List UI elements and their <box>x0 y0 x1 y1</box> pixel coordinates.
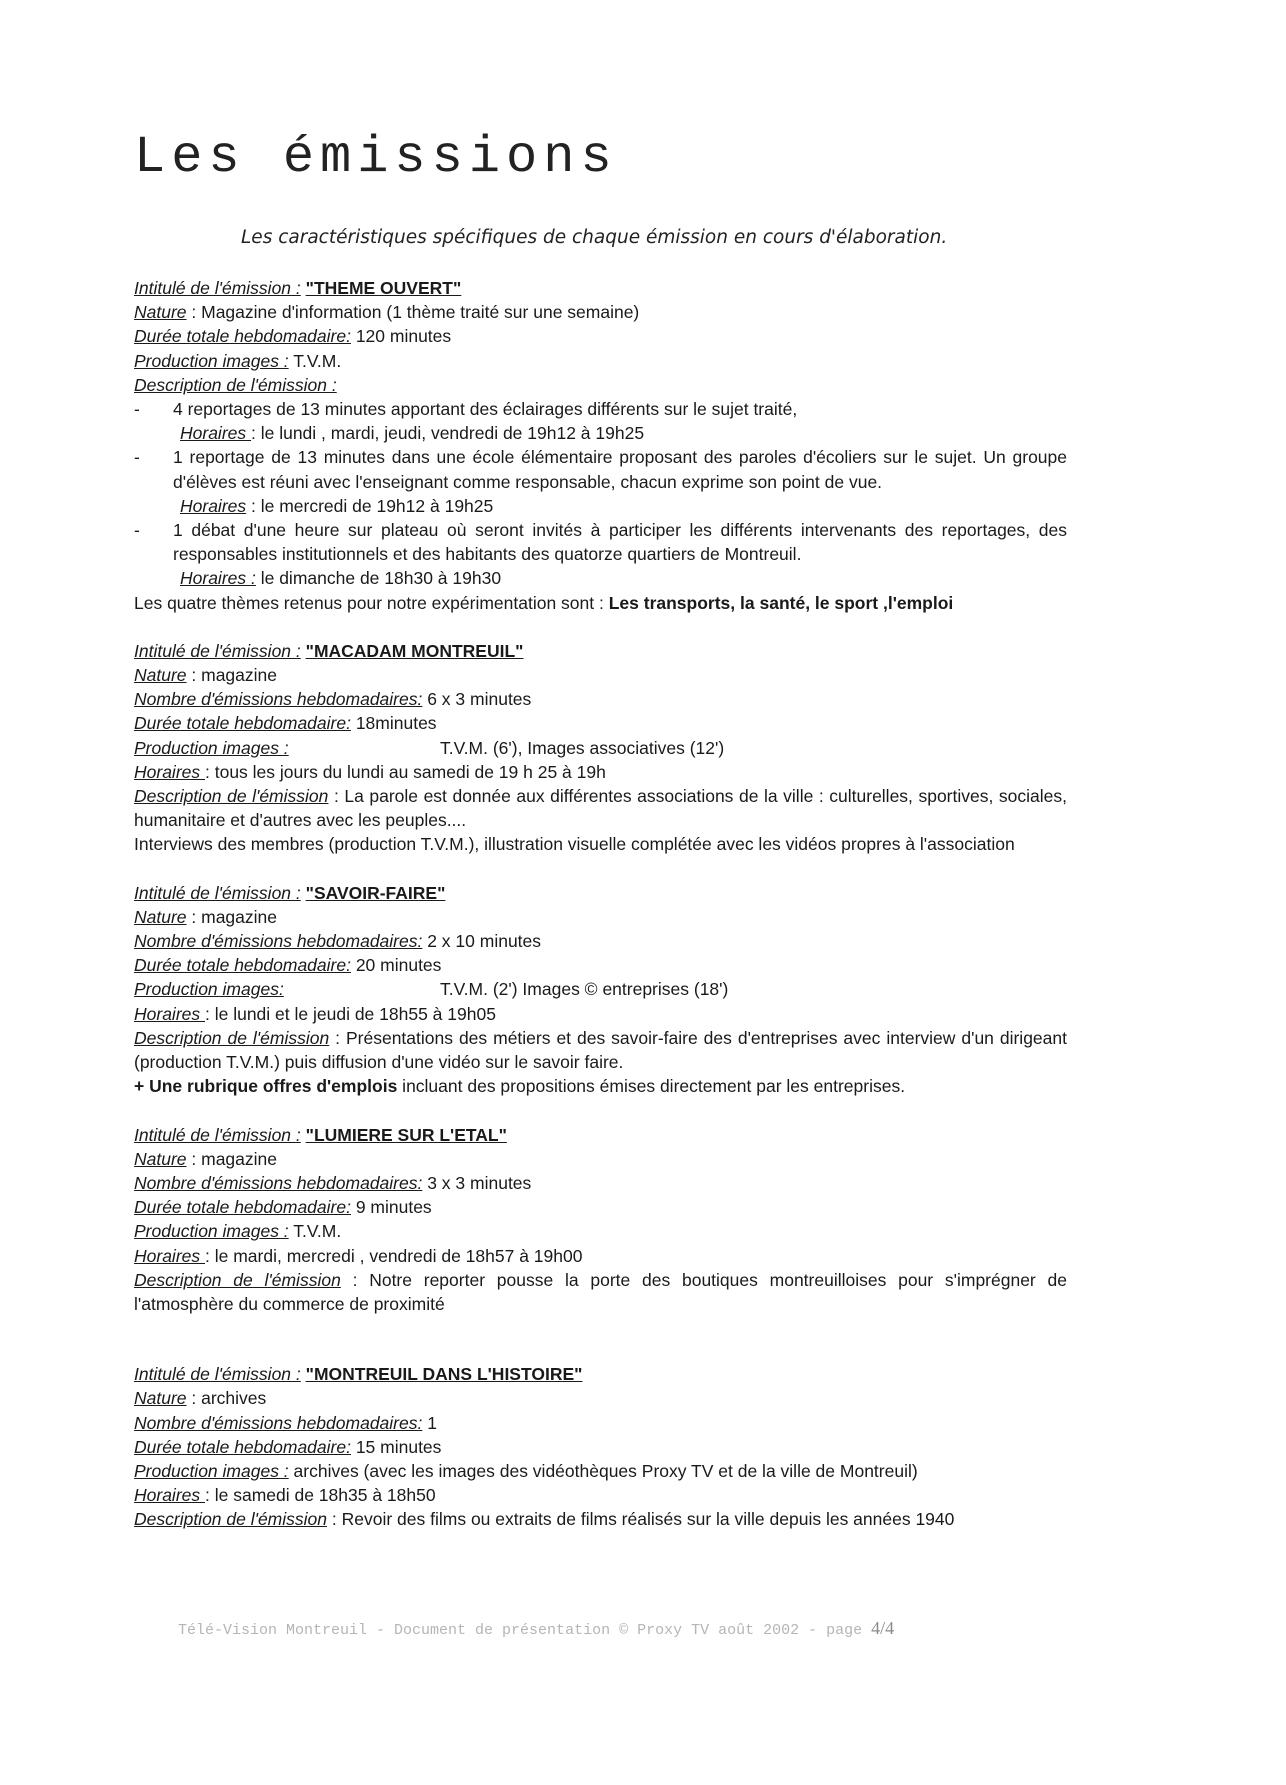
nombre-label: Nombre d'émissions hebdomadaires: <box>134 1172 423 1193</box>
description-value: : Revoir des films ou extraits de films réalisés sur la ville depuis les années 1940 <box>327 1509 955 1530</box>
nature-value: : magazine <box>186 906 277 927</box>
horaires-value: : le samedi de 18h35 à 18h50 <box>205 1485 436 1506</box>
intitule-label: Intitulé de l'émission : <box>134 882 301 903</box>
offres-bold: + Une rubrique offres d'emplois <box>134 1076 398 1097</box>
duree-value: 9 minutes <box>350 1197 432 1218</box>
production-value: archives (avec les images des vidéothèques Proxy TV et de la ville de Montreuil) <box>288 1460 918 1481</box>
nombre-label: Nombre d'émissions hebdomadaires: <box>134 689 423 710</box>
duree-label: Durée totale hebdomadaire: <box>134 713 351 734</box>
production-label: Production images : <box>134 1221 289 1242</box>
emission-name: "LUMIERE SUR L'ETAL" <box>305 1124 507 1145</box>
description-label: Description de l'émission : <box>134 374 337 395</box>
nombre-value: 3 x 3 minutes <box>422 1172 532 1193</box>
duree-label: Durée totale hebdomadaire: <box>134 1197 351 1218</box>
production-label: Production images : <box>134 350 289 371</box>
nature-label: Nature <box>134 665 187 686</box>
horaires-value: : tous les jours du lundi au samedi de 19 h 25 à 19h <box>205 761 606 782</box>
emission-name: "MACADAM MONTREUIL" <box>305 640 524 661</box>
bullet-item: - 4 reportages de 13 minutes apportant des éclairages différents sur le sujet traité, <box>134 399 798 420</box>
nature-value: : Magazine d'information (1 thème traité sur une semaine) <box>186 302 640 323</box>
emission-name: "SAVOIR-FAIRE" <box>305 882 446 903</box>
production-label: Production images : <box>134 737 289 758</box>
nature-value: : magazine <box>186 1148 277 1169</box>
intitule-label: Intitulé de l'émission : <box>134 1364 301 1385</box>
bullet-text: 1 reportage de 13 minutes dans une école élémentaire proposant des paroles d'écoliers sur le sujet. Un groupe d'élèves est réuni avec l'enseignant comme responsable, chacun exprime son point de vue. <box>173 447 1067 492</box>
emission-montreuil-dans-lhistoire <box>134 1362 1067 1531</box>
description-value: : Notre reporter pousse la porte des boutiques montreuilloises pour s'imprégner de l'atmosphère du commerce de proximité <box>134 1269 1067 1314</box>
intitule-label: Intitulé de l'émission : <box>134 278 301 298</box>
emission-savoir-faire <box>134 881 1067 1099</box>
description-extra: Interviews des membres (production T.V.M.), illustration visuelle complétée avec les vidéos propres à l'association <box>134 834 1015 855</box>
description-value: : La parole est donnée aux différentes associations de la ville : culturelles, sportives, sociales, humanitaire et d'autres avec les peuples.... <box>134 786 1067 831</box>
duree-value: 120 minutes <box>350 326 452 347</box>
nature-label: Nature <box>134 302 187 323</box>
duree-value: 15 minutes <box>350 1436 442 1457</box>
duree-label: Durée totale hebdomadaire: <box>134 326 351 347</box>
horaires-value: : le mercredi de 19h12 à 19h25 <box>246 495 494 516</box>
horaires-value: : le lundi , mardi, jeudi, vendredi de 19h12 à 19h25 <box>251 423 645 444</box>
duree-label: Durée totale hebdomadaire: <box>134 1436 351 1457</box>
horaires-label: Horaires <box>180 423 251 444</box>
horaires-label: Horaires : <box>180 568 256 589</box>
bullet-text: 1 débat d'une heure sur plateau où seront invités à participer les différents intervenants des reportages, des responsables institutionnels et des habitants des quatorze quartiers de Montreuil. <box>173 520 1067 565</box>
themes-text: Les quatre thèmes retenus pour notre expérimentation sont : <box>134 592 609 613</box>
horaires-value: le dimanche de 18h30 à 19h30 <box>255 568 502 589</box>
description-label: Description de l'émission <box>134 1027 330 1048</box>
nature-label: Nature <box>134 1148 187 1169</box>
duree-value: 20 minutes <box>350 955 442 976</box>
emission-lumiere-sur-letal <box>134 1123 1067 1317</box>
horaires-label: Horaires <box>180 495 247 516</box>
production-value: T.V.M. <box>288 350 342 371</box>
footer-text: Télé-Vision Montreuil - Document de présentation © Proxy TV août 2002 - page <box>178 1622 872 1639</box>
themes-bold: Les transports, la santé, le sport ,l'emploi <box>608 592 954 613</box>
duree-label: Durée totale hebdomadaire: <box>134 955 351 976</box>
offres-text: incluant des propositions émises directement par les entreprises. <box>397 1076 906 1097</box>
page-number: 4/4 <box>871 1618 895 1638</box>
intitule-label: Intitulé de l'émission : <box>134 640 301 661</box>
description-label: Description de l'émission <box>134 786 329 807</box>
production-label: Production images: <box>134 979 284 1000</box>
page-footer <box>178 1618 894 1639</box>
description-label: Description de l'émission <box>134 1509 328 1530</box>
horaires-label: Horaires <box>134 1485 205 1506</box>
nature-label: Nature <box>134 906 187 927</box>
horaires-value: : le mardi, mercredi , vendredi de 18h57 à 19h00 <box>205 1245 583 1266</box>
page-subtitle: Les caractéristiques spécifiques de chaque émission en cours d'élaboration. <box>241 227 948 248</box>
production-label: Production images : <box>134 1460 289 1481</box>
horaires-label: Horaires <box>134 1003 205 1024</box>
emission-macadam-montreuil <box>134 639 1067 857</box>
emission-name: "MONTREUIL DANS L'HISTOIRE" <box>305 1364 583 1385</box>
nombre-label: Nombre d'émissions hebdomadaires: <box>134 1412 423 1433</box>
production-value: T.V.M. (6'), Images associatives (12') <box>440 737 725 758</box>
intitule-label: Intitulé de l'émission : <box>134 1124 301 1145</box>
production-value: T.V.M. (2') Images © entreprises (18') <box>440 979 729 1000</box>
nombre-value: 2 x 10 minutes <box>422 931 542 952</box>
horaires-label: Horaires <box>134 761 205 782</box>
nombre-value: 6 x 3 minutes <box>422 689 532 710</box>
nombre-value: 1 <box>422 1412 437 1433</box>
bullet-text: 4 reportages de 13 minutes apportant des éclairages différents sur le sujet traité, <box>173 399 798 420</box>
nombre-label: Nombre d'émissions hebdomadaires: <box>134 931 423 952</box>
description-value: : Présentations des métiers et des savoir-faire des d'entreprises avec interview d'un dirigeant (production T.V.M.) puis diffusion d'une vidéo sur le savoir faire. <box>134 1027 1067 1073</box>
nature-value: : archives <box>186 1388 267 1409</box>
bullet-item: - 1 débat d'une heure sur plateau où seront invités à participer les différents intervenants des reportages, des responsables institutionnels et des habitants des quatorze quartiers de Montreuil. <box>134 520 1067 565</box>
horaires-value: : le lundi et le jeudi de 18h55 à 19h05 <box>205 1003 496 1024</box>
emission-name: "THEME OUVERT" <box>305 278 462 298</box>
description-label: Description de l'émission <box>134 1269 341 1290</box>
horaires-label: Horaires <box>134 1245 205 1266</box>
nature-label: Nature <box>134 1388 187 1409</box>
nature-value: : magazine <box>186 665 277 686</box>
bullet-item: - 1 reportage de 13 minutes dans une école élémentaire proposant des paroles d'écoliers sur le sujet. Un groupe d'élèves est réuni avec l'enseignant comme responsable, chacun exprime son point de vue. <box>134 447 1067 492</box>
duree-value: 18minutes <box>350 713 437 734</box>
page-title: Les émissions <box>134 128 618 187</box>
emissions-list <box>134 276 1067 1532</box>
emission-theme-ouvert <box>134 276 1067 615</box>
production-value: T.V.M. <box>288 1221 342 1242</box>
